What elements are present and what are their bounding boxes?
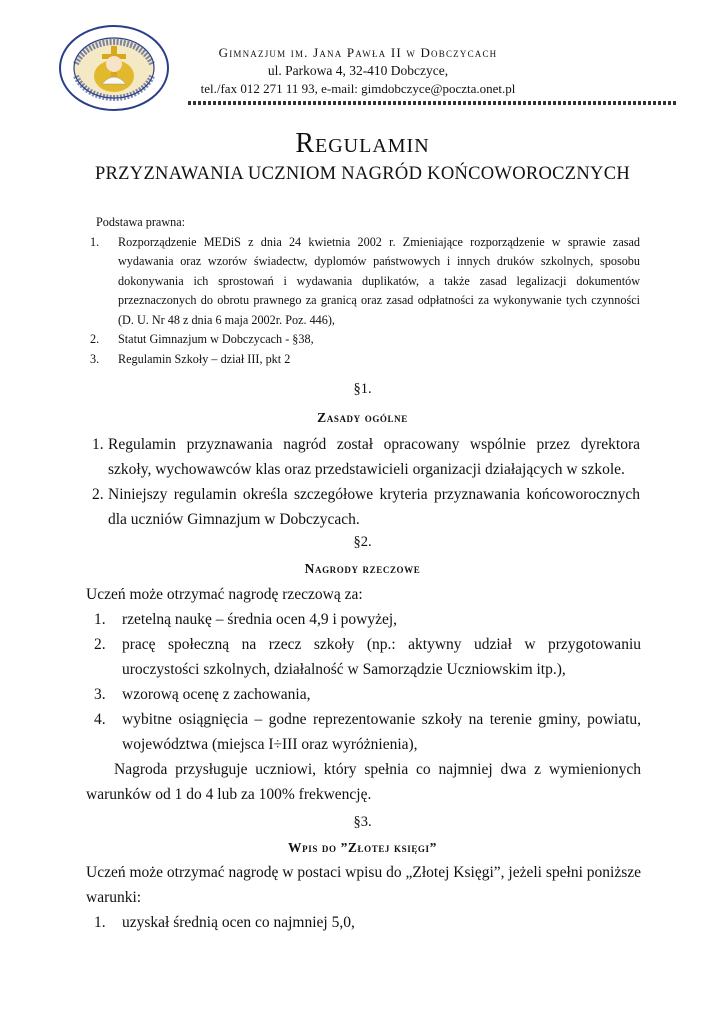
list-text: Regulamin przyznawania nagród został opracowany wspólnie przez dyrektora szkoły, wychowawców klas oraz przedstawicieli organizacji działających w szkole. (108, 436, 640, 478)
section-2-intro: Uczeń może otrzymać nagrodę rzeczową za: (86, 586, 363, 603)
list-number: 2. (94, 636, 106, 653)
school-name: Gimnazjum im. Jana Pawła II w Dobczycach (218, 45, 498, 60)
section-1-heading: Zasady ogólne (317, 410, 408, 425)
legal-basis (90, 213, 640, 369)
list-text: uzyskał średnią ocen co najmniej 5,0, (122, 914, 355, 931)
list-item (90, 233, 640, 331)
section-3-intro: Uczeń może otrzymać nagrodę w postaci wpisu do „Złotej Księgi”, jeżeli spełni poniższe warunki: (86, 864, 641, 906)
list-number: 4. (94, 711, 106, 728)
list-number: 3. (90, 351, 100, 366)
list-number: 1. (94, 914, 106, 931)
list-item (90, 350, 640, 370)
list-text: wzorową ocenę z zachowania, (122, 686, 311, 703)
list-text: pracę społeczną na rzecz szkoły (np.: aktywny udział w przygotowaniu uroczystości szkolnych, działalność w Samorządzie Uczniowskim itp.), (122, 636, 641, 678)
section-2-heading: Nagrody rzeczowe (304, 561, 421, 576)
list-number: 2. (92, 486, 104, 503)
list-item (94, 607, 641, 632)
list-text: rzetelną naukę – średnia ocen 4,9 i powyżej, (122, 611, 398, 628)
header-divider (188, 100, 678, 106)
list-text: Rozporządzenie MEDiS z dnia 24 kwietnia 2002 r. Zmieniające rozporządzenie w sprawie zasad wydawania oraz wzorów świadectw, dyplomów państwowych i innych druków szkolnych, sposobu dokonywania ich sprostowań i wydawania duplikatów, a także zasad legalizacji dokumentów przeznaczonych do obrotu prawnego za granicą oraz zasad odpłatności za wykonywanie tych czynności (D. U. Nr 48 z dnia 6 maja 2002r. Poz. 446), (118, 234, 640, 327)
page-subtitle: PRZYZNAWANIA UCZNIOM NAGRÓD KOŃCOWOROCZNYCH (94, 164, 631, 184)
section-2-number: §2. (353, 534, 372, 550)
section-3-number: §3. (353, 814, 372, 830)
list-item (90, 330, 640, 350)
list-number: 1. (90, 234, 100, 249)
list-item (94, 632, 641, 682)
section-3-body (86, 860, 641, 935)
section-2-closing: Nagroda przysługuje uczniowi, który spełnia co najmniej dwa z wymienionych warunków od 1 do 4 lub za 100% frekwencję. (86, 761, 641, 803)
list-number: 1. (94, 611, 106, 628)
section-1-number: §1. (353, 381, 372, 397)
page-title: Regulamin (295, 128, 430, 159)
legal-basis-heading: Podstawa prawna: (96, 215, 186, 229)
school-emblem (58, 24, 170, 112)
school-contact: tel./fax 012 271 11 93, e-mail: gimdobczyce@poczta.onet.pl (200, 81, 516, 96)
list-number: 3. (94, 686, 106, 703)
section-1-list (92, 432, 640, 532)
list-text: wybitne osiągnięcia – godne reprezentowanie szkoły na terenie gminy, powiatu, województwa (miejsca I÷III oraz wyróżnienia), (122, 711, 641, 753)
list-item (94, 707, 641, 757)
list-text: Niniejszy regulamin określa szczegółowe kryteria przyznawania końcoworocznych dla uczniów Gimnazjum w Dobczycach. (108, 486, 640, 528)
list-item (92, 482, 640, 532)
list-item (94, 910, 641, 935)
letterhead (58, 22, 678, 112)
section-3-heading: Wpis do ”Złotej księgi” (288, 840, 437, 855)
section-2-body (86, 582, 641, 807)
list-number: 2. (90, 332, 100, 346)
list-text: Regulamin Szkoły – dział III, pkt 2 (118, 351, 291, 366)
school-address: ul. Parkowa 4, 32-410 Dobczyce, (267, 63, 449, 78)
list-item (94, 682, 641, 707)
list-item (92, 432, 640, 482)
list-text: Statut Gimnazjum w Dobczycach - §38, (118, 332, 314, 346)
list-number: 1. (92, 436, 104, 453)
